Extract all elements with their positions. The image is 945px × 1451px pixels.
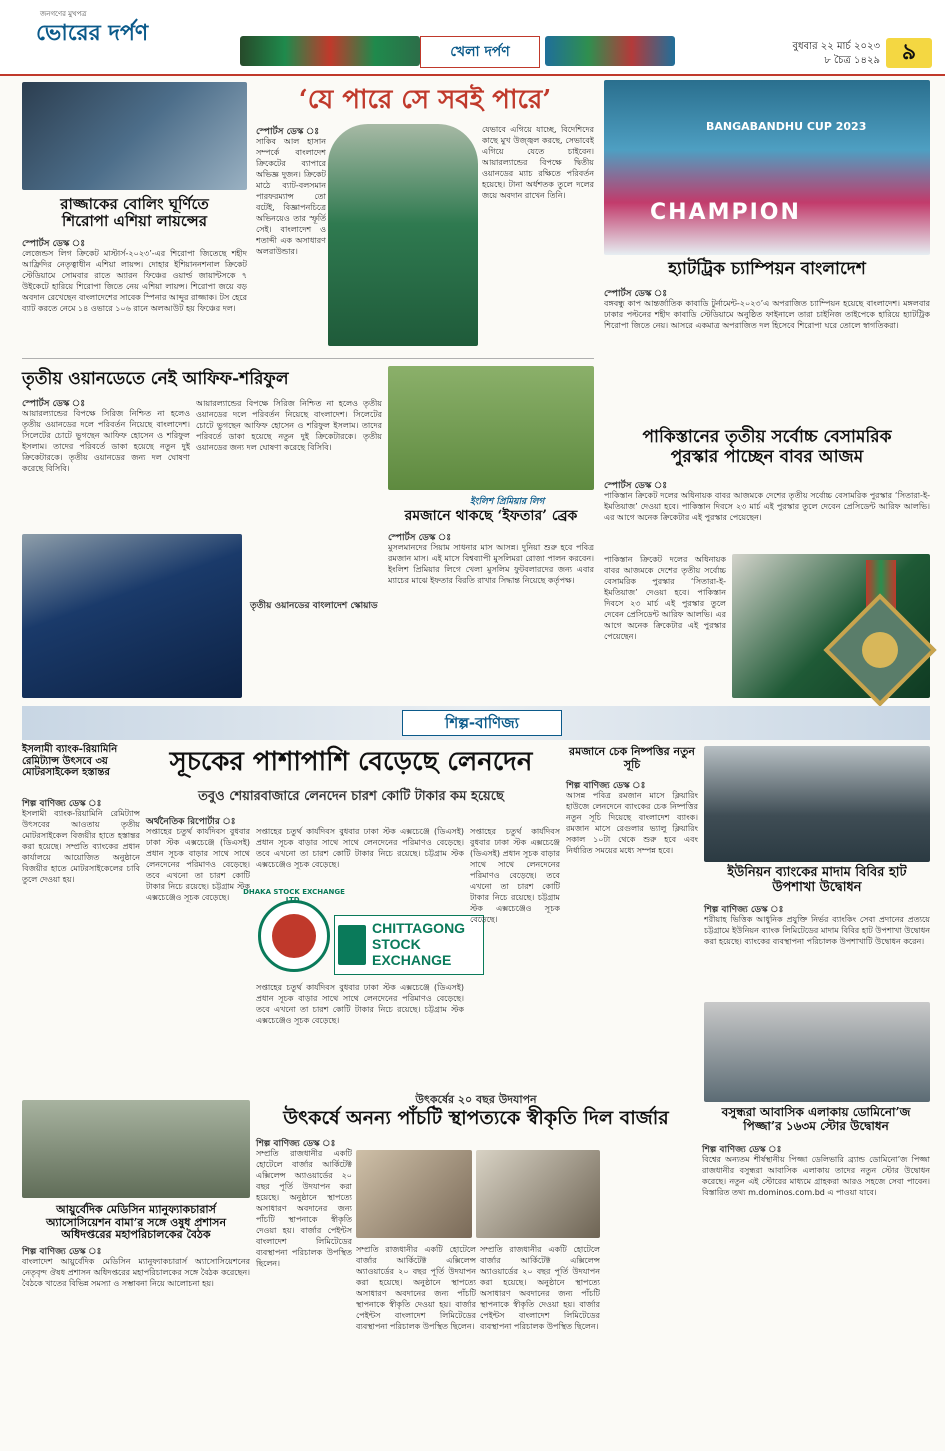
page-number: ৯ <box>886 38 932 68</box>
shakib-body-right: যেভাবে এগিয়ে যাচ্ছে, বিদেশিদের কাছে মুখ উজ্জ্বল করছে, সেভাবেই এগিয়ে যেতে চাইবেন। আয়ারল্যান্ডের বিপক্ষে দ্বিতীয় ওয়ানডের ম্যাচ রক্ষিতে পরিবর্তন হয়েছে। টানা অর্ধশতক তুলে দলের জয়ে অবদান রাখেন তিনি। <box>482 125 594 200</box>
dominos-headline: বসুন্ধরা আবাসিক এলাকায় ডোমিনো’জ পিজ্জা’র ১৬৩ম স্টোর উদ্বোধন <box>721 1105 911 1133</box>
union-headline: ইউনিয়ন ব্যাংকের মাদাম বিবির হাট উপশাখা উদ্বোধন <box>727 865 907 895</box>
anniversary-desk: শিল্প বাণিজ্য ডেস্ক ঃ <box>256 1139 336 1149</box>
business-section-title: শিল্প-বাণিজ্য <box>402 710 562 736</box>
union-body: শরীয়াহ ভিত্তিক আধুনিক প্রযুক্তি নির্ভর ব্যাংকিং সেবা প্রদানের প্রত্যয়ে চট্টগ্রামে ইউনিয়ন ব্যাংক লিমিটেডের মাদাম বিবির হাট উপশাখা উদ্বোধন করা হয়েছে। ব্যাংকের ব্যবস্থাপনা পরিচালক উপশাখাটি উদ্বোধন করেন। <box>704 915 930 946</box>
date-gregorian: বুধবার ২২ মার্চ ২০২৩ <box>792 41 880 52</box>
shakib-quote-headline: ‘যে পারে সে সবই পারে’ <box>298 85 552 115</box>
babar-desk: স্পোর্টস ডেস্ক ঃ <box>604 481 668 491</box>
cse-logo-line2: STOCK <box>372 936 421 952</box>
market-body-col2: সপ্তাহের চতুর্থ কার্যদিবস বুধবার ঢাকা স্টক এক্সচেঞ্জে (ডিএসই) প্রধান সূচক বাড়ার সাথে সাথে লেনদেনের পরিমাণও বেড়েছে। তবে এখনো তা চারশ কোটি টাকার নিচে রয়েছে। চট্টগ্রাম স্টক এক্সচেঞ্জেও সূচক বেড়েছে। <box>256 827 464 869</box>
ayurvedic-desk: শিল্প বাণিজ্য ডেস্ক ঃ <box>22 1247 102 1257</box>
champion-banner-text: CHAMPION <box>650 200 801 225</box>
anniversary-kicker: উৎকর্ষের ২০ বছর উদযাপন <box>415 1093 537 1106</box>
cse-mark-icon <box>338 925 366 965</box>
ayurvedic-body: বাংলাদেশ আয়ুর্বেদিক মেডিসিন ম্যানুফ্যাকচারার্স অ্যাসোসিয়েশনের নেতৃবৃন্দ ঔষধ প্রশাসন অধিদপ্তরের মহাপরিচালকের সঙ্গে বৈঠক করেছেন। বৈঠকে খাতের বিভিন্ন সমস্যা ও সম্ভাবনা নিয়ে আলোচনা হয়। <box>22 1257 250 1288</box>
shakib-body-left: সাকিব আল হাসান সম্পর্কে বাংলাদেশ ক্রিকেটের ব্যাপারে অভিজ্ঞ দুজন। ক্রিকেট মাঠে ব্যাট-বলসমান পারফরম্যান্স তো বটেই, বিজ্ঞাপনচিত্রে অভিনয়েও তার স্ফূর্তি সেই। বাংলাদেশ ও শতাব্দী এক অসাধারণ অলরাউন্ডার। <box>256 137 326 256</box>
anniversary-headline: উৎকর্ষে অনন্য পাঁচটি স্থাপত্যকে স্বীকৃতি দিল বার্জার <box>283 1107 669 1129</box>
afif-caption: তৃতীয় ওয়ানডের বাংলাদেশ স্কোয়াড <box>250 601 378 611</box>
islami-body: ইসলামী ব্যাংক-রিয়ামিনি রেমিট্যান্স উৎসবের আওতায় তৃতীয় মোটরসাইকেল বিজয়ীর হাতে হস্তান্তর করা হয়েছে। সম্প্রতি ব্যাংকের প্রধান কার্যালয়ে আয়োজিত অনুষ্ঠানে বিজয়ীর হাতে মোটরসাইকেলের চাবি তুলে দেওয়া হয়। <box>22 809 140 884</box>
market-body-col4: সপ্তাহের চতুর্থ কার্যদিবস বুধবার ঢাকা স্টক এক্সচেঞ্জে (ডিএসই) প্রধান সূচক বাড়ার সাথে সাথে লেনদেনের পরিমাণও বেড়েছে। তবে এখনো তা চারশ কোটি টাকার নিচে রয়েছে। চট্টগ্রাম স্টক এক্সচেঞ্জেও সূচক বেড়েছে। <box>470 827 560 924</box>
market-desk: অর্থনৈতিক রিপোর্টার ঃ <box>146 817 236 827</box>
iftar-body: মুসলমানদের সিয়াম সাধনার মাস আসন্ন। দুনিয়া শুরু হবে পবিত্র রমজান মাস। এই মাসে বিশ্বব্যাপী মুসলিমরা রোজা পালন করবেন। ইংলিশ প্রিমিয়ার লিগে খেলা মুসলিম ফুটবলারদের জন্য এবার ম্যাচের মাঝে ইফতার বিরতি রাখার সিদ্ধান্ত নিয়েছে কর্তৃপক্ষ। <box>388 543 594 585</box>
cse-logo-line3: EXCHANGE <box>372 952 452 968</box>
cheque-body: আসন্ন পবিত্র রমজান মাসে ক্লিয়ারিং হাউজে লেনদেনে ব্যাংকের চেক নিষ্পত্তির নতুন সূচি দিয়েছে বাংলাদেশ ব্যাংক। রমজান মাসে রেগুলার ভ্যালু ক্লিয়ারিং সকাল ১০টা থেকে শুরু হবে এবং নির্ধারিত সময়ের মধ্যে সম্পন্ন হবে। <box>566 791 698 855</box>
dominos-body: বিশ্বের অন্যতম শীর্ষস্থানীয় পিজ্জা ডেলিভারি ব্র্যান্ড ডোমিনো’জ পিজ্জা রাজধানীর বসুন্ধরা আবাসিক এলাকায় তাদের নতুন স্টোর উদ্বোধন করেছে। নতুন এই স্টোরের মাধ্যমে গ্রাহকরা আরও সহজে সেবা পাবেন। বিস্তারিত তথ্য m.dominos.com.bd এ পাওয়া যাবে। <box>702 1155 930 1197</box>
iftar-desk: স্পোর্টস ডেস্ক ঃ <box>388 533 452 543</box>
iftar-kicker: ইংলিশ প্রিমিয়ার লিগ <box>470 497 545 507</box>
brand-tagline: জনগণের মুখপত্র <box>40 10 87 18</box>
dateline <box>720 40 880 68</box>
market-headline: সূচকের পাশাপাশি বেড়েছে লেনদেন <box>169 747 533 777</box>
babar-headline-line2: পুরস্কার পাচ্ছেন বাবর আজম <box>670 446 864 467</box>
divider <box>22 358 594 359</box>
champion-headline: হ্যাটট্রিক চ্যাম্পিয়ন বাংলাদেশ <box>668 259 866 279</box>
afif-body-col2: আয়ারল্যান্ডের বিপক্ষে সিরিজ নিশ্চিত না হলেও তৃতীয় ওয়ানডের দলে পরিবর্তন নিয়েছে বাংলাদেশ। সিলেটের চোটে ভুগছেন আফিফ হোসেন ও শরিফুল ইসলাম। তাদের পরিবর্তে ডাকা হয়েছে নতুন দুই ক্রিকেটারকে। তৃতীয় ওয়ানডের জন্য দল ঘোষণা করেছে বিসিবি। <box>196 399 382 452</box>
union-desk: শিল্প বাণিজ্য ডেস্ক ঃ <box>704 905 784 915</box>
islami-headline: ইসলামী ব্যাংক-রিয়ামিনি রেমিট্যান্স উৎসবে ৩য় মোটরসাইকেল হস্তান্তর <box>22 744 118 778</box>
union-bank-photo-2 <box>704 1002 930 1102</box>
cse-abbr: CSE <box>342 966 358 974</box>
masthead-photo-strip <box>240 36 420 66</box>
lions-headline <box>22 196 247 231</box>
lions-body: লেজেন্ডস লিগ ক্রিকেট মাস্টার্স-২০২৩’-এর শিরোপা জিতেছে শহীদ আফ্রিদির নেতৃত্বাধীন এশিয়া লায়ন্স। দোহার ইশিয়াননশনাল ক্রিকেট স্টেডিয়ামে সোমবার রাতে অ্যারন ফিঞ্চের ওয়ার্ল্ড জায়ান্টসকে ৭ উইকেটে হারিয়ে শিরোপা জিতে নেয় এশিয়া লায়ন্স। শিরোপা জয়ে বড় অবদান রেখেছেন বাংলাদেশের সাবেক স্পিনার আব্দুর রাজ্জাক। টস হেরে ব্যাট করতে নেমে ১৪ ওভারে ১০৬ রানে অলআউট হয় ফিঞ্চের দল। <box>22 249 247 313</box>
masthead <box>0 0 945 76</box>
dse-logo-text: DHAKA STOCK EXCHANGE LTD. <box>243 888 345 904</box>
cheque-headline: রমজানে চেক নিষ্পত্তির নতুন সূচি <box>569 745 695 771</box>
anniversary-body-col3: সম্প্রতি রাজধানীর একটি হোটেলে বার্জার আর্কিটেক্ট এক্সিলেন্স অ্যাওয়ার্ডের ২০ বছর পূর্তি উদযাপন করা হয়েছে। অনুষ্ঠানে স্থাপত্যে অসাধারণ অবদানের জন্য পাঁচটি স্থাপনাকে স্বীকৃতি দেওয়া হয়। বার্জার পেইন্টস বাংলাদেশ লিমিটেডের ব্যবস্থাপনা পরিচালক উপস্থিত ছিলেন। <box>480 1245 600 1331</box>
union-bank-photo <box>704 746 930 862</box>
cse-logo-line1: CHITTAGONG <box>372 920 466 936</box>
market-subhead: তবুও শেয়ারবাজারে লেনদেন চারশ কোটি টাকার কম হয়েছে <box>198 789 504 804</box>
anniversary-body-col2: সম্প্রতি রাজধানীর একটি হোটেলে বার্জার আর্কিটেক্ট এক্সিলেন্স অ্যাওয়ার্ডের ২০ বছর পূর্তি উদযাপন করা হয়েছে। অনুষ্ঠানে স্থাপত্যে অসাধারণ অবদানের জন্য পাঁচটি স্থাপনাকে স্বীকৃতি দেওয়া হয়। বার্জার পেইন্টস বাংলাদেশ লিমিটেডের ব্যবস্থাপনা পরিচালক উপস্থিত ছিলেন। <box>356 1245 476 1331</box>
babar-body: পাকিস্তান ক্রিকেট দলের অধিনায়ক বাবর আজমকে দেশের তৃতীয় সর্বোচ্চ বেসামরিক পুরস্কার ‘সিতারা-ই-ইমতিয়াজ’ দেওয়া হবে। পাকিস্তান দিবসে ২৩ মার্চ এই পুরস্কার তুলে দেবেন প্রেসিডেন্ট আরিফ আলভি। এর আগে অনেক ক্রিকেটার এই পুরস্কার পেয়েছেন। <box>604 491 930 522</box>
iftar-headline: রমজানে থাকছে ‘ইফতার’ ব্রেক <box>404 508 578 524</box>
dse-logo-center <box>272 914 316 958</box>
champion-desk: স্পোর্টস ডেস্ক ঃ <box>604 289 668 299</box>
lions-photo <box>22 82 247 190</box>
ayurvedic-headline: আয়ুর্বেদিক মেডিসিন ম্যানুফ্যাকচারার্স অ্যাসোসিয়েশন বামা’র সঙ্গে ওষুধ প্রশাসন অধিদপ্তরের মহাপরিচালকের বৈঠক <box>45 1203 227 1242</box>
masthead-photo-strip-right <box>545 36 675 66</box>
anniversary-photo-1 <box>356 1150 472 1238</box>
anniversary-body-col1: সম্প্রতি রাজধানীর একটি হোটেলে বার্জার আর্কিটেক্ট এক্সিলেন্স অ্যাওয়ার্ডের ২০ বছর পূর্তি উদযাপন করা হয়েছে। অনুষ্ঠানে স্থাপত্যে অসাধারণ অবদানের জন্য পাঁচটি স্থাপনাকে স্বীকৃতি দেওয়া হয়। বার্জার পেইন্টস বাংলাদেশ লিমিটেডের ব্যবস্থাপনা পরিচালক উপস্থিত ছিলেন। <box>256 1149 352 1268</box>
shakib-photo <box>328 124 478 346</box>
afif-desk: স্পোর্টস ডেস্ক ঃ <box>22 399 86 409</box>
iftar-photo <box>388 366 594 490</box>
date-bengali: ৮ চৈত্র ১৪২৯ <box>824 55 880 66</box>
dominos-desk: শিল্প বাণিজ্য ডেস্ক ঃ <box>702 1145 782 1155</box>
afif-headline: তৃতীয় ওয়ানডেতে নেই আফিফ-শরিফুল <box>22 369 289 389</box>
ayurvedic-meeting-photo <box>22 1100 250 1198</box>
section-title: খেলা দর্পণ <box>420 36 540 68</box>
afif-body: আয়ারল্যান্ডের বিপক্ষে সিরিজ নিশ্চিত না হলেও তৃতীয় ওয়ানডের দলে পরিবর্তন নিয়েছে বাংলাদেশ। সিলেটের চোটে ভুগছেন আফিফ হোসেন ও শরিফুল ইসলাম। তাদের পরিবর্তে ডাকা হয়েছে নতুন দুই ক্রিকেটারকে। তৃতীয় ওয়ানডের জন্য দল ঘোষণা করেছে বিসিবি। <box>22 409 190 473</box>
anniversary-photo-2 <box>476 1150 600 1238</box>
champion-cup-label: BANGABANDHU CUP 2023 <box>706 120 867 133</box>
newspaper-logo: ভোরের দর্পণ <box>36 20 149 46</box>
cheque-desk: শিল্প বাণিজ্য ডেস্ক ঃ <box>566 781 646 791</box>
champion-body: বঙ্গবন্ধু কাপ আন্তর্জাতিক কাবাডি টুর্নামেন্ট-২০২৩’এ অপরাজিত চ্যাম্পিয়ন হয়েছে বাংলাদেশ। মঙ্গলবার ঢাকার পল্টনের শহীদ কাবাডি স্টেডিয়ামে অনুষ্ঠিত ফাইনালে তারা চাইনিজ তাইপেকে হারিয়ে হ্যাটট্রিক শিরোপা জিতে নেয়। আসরে একমাত্র অপরাজিত দল হিসেবে শিরোপা ঘরে তোলে স্বাগতিকরা। <box>604 299 930 330</box>
lions-headline-line1: রাজ্জাকের বোলিং ঘূর্ণিতে <box>60 195 209 213</box>
medal-center <box>862 632 898 668</box>
kabaddi-champion-photo <box>604 80 930 255</box>
lions-headline-line2: শিরোপা এশিয়া লায়ন্সের <box>62 212 207 231</box>
islami-desk: শিল্প বাণিজ্য ডেস্ক ঃ <box>22 799 102 809</box>
babar-headline <box>604 428 930 467</box>
lions-desk: স্পোর্টস ডেস্ক ঃ <box>22 239 86 249</box>
market-body-col3: সপ্তাহের চতুর্থ কার্যদিবস বুধবার ঢাকা স্টক এক্সচেঞ্জে (ডিএসই) প্রধান সূচক বাড়ার সাথে সাথে লেনদেনের পরিমাণও বেড়েছে। তবে এখনো তা চারশ কোটি টাকার নিচে রয়েছে। চট্টগ্রাম স্টক এক্সচেঞ্জেও সূচক বেড়েছে। <box>256 983 464 1025</box>
babar-body-col: পাকিস্তান ক্রিকেট দলের অধিনায়ক বাবর আজমকে দেশের তৃতীয় সর্বোচ্চ বেসামরিক পুরস্কার ‘সিতারা-ই-ইমতিয়াজ’ দেওয়া হবে। পাকিস্তান দিবসে ২৩ মার্চ এই পুরস্কার তুলে দেবেন প্রেসিডেন্ট আরিফ আলভি। এর আগে অনেক ক্রিকেটার এই পুরস্কার পেয়েছেন। <box>604 555 726 641</box>
babar-headline-line1: পাকিস্তানের তৃতীয় সর্বোচ্চ বেসামরিক <box>642 427 892 447</box>
shakib-desk: স্পোর্টস ডেস্ক ঃ <box>256 127 320 137</box>
afif-players-photo <box>22 534 242 698</box>
market-body-col1: সপ্তাহের চতুর্থ কার্যদিবস বুধবার ঢাকা স্টক এক্সচেঞ্জে (ডিএসই) প্রধান সূচক বাড়ার সাথে সাথে লেনদেনের পরিমাণও বেড়েছে। তবে এখনো তা চারশ কোটি টাকার নিচে রয়েছে। চট্টগ্রাম স্টক এক্সচেঞ্জেও সূচক বেড়েছে। <box>146 827 250 902</box>
